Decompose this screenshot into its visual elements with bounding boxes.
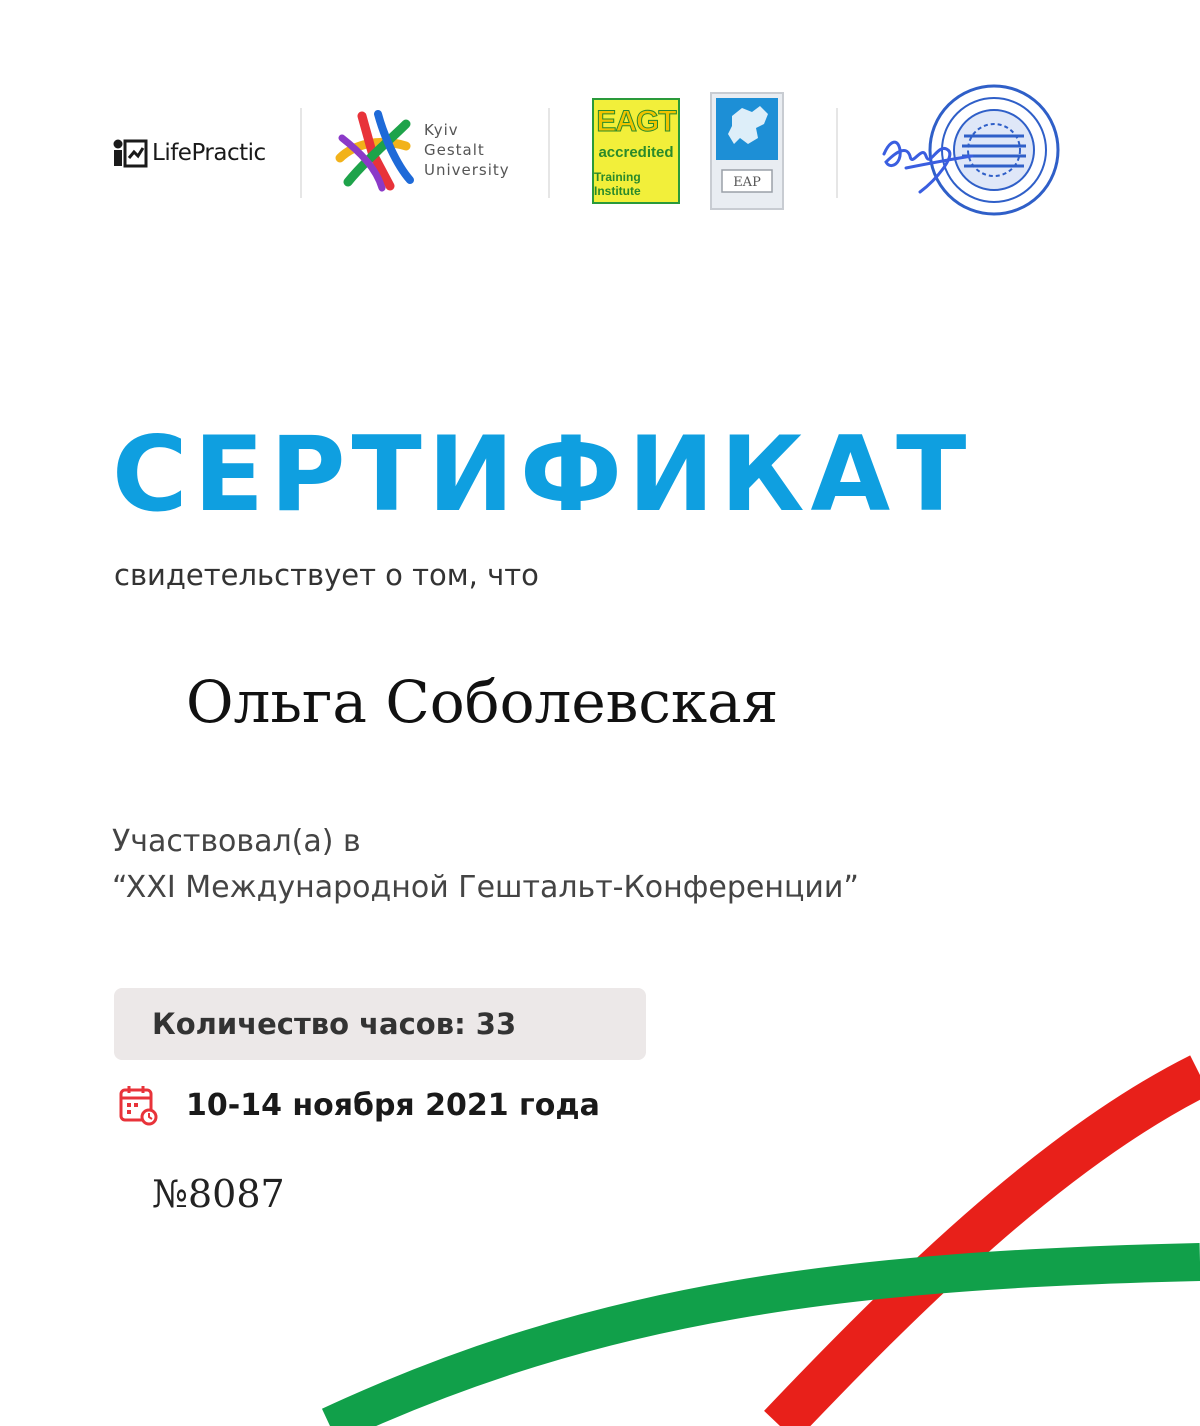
header-divider	[300, 108, 302, 198]
eagt-logo	[592, 98, 680, 204]
eagt-institute: Training Institute	[594, 170, 641, 198]
participation-line-2: “XXI Международной Гештальт-Конференции”	[112, 870, 859, 905]
eap-label: EAP	[733, 175, 761, 190]
red-ribbon	[780, 1075, 1200, 1426]
kgu-line1: Kyiv	[424, 121, 459, 139]
date-row	[118, 1084, 600, 1126]
header-divider	[836, 108, 838, 198]
lifepractic-logo-icon	[112, 138, 148, 168]
eap-europe-icon	[712, 94, 782, 208]
eagt-accredited: accredited	[598, 144, 674, 161]
kgu-line2: Gestalt	[424, 141, 485, 159]
hours-badge	[114, 988, 646, 1060]
kgu-logo-icon	[332, 108, 416, 192]
kgu-logo	[332, 108, 510, 192]
certificate-title: СЕРТИФИКАТ	[112, 415, 973, 535]
seal-and-signature	[876, 84, 1064, 224]
certificate-number: №8087	[152, 1172, 285, 1216]
kgu-line3: University	[424, 161, 510, 179]
lifepractic-name: LifePractic	[152, 140, 266, 166]
recipient-name: Ольга Соболевская	[186, 668, 779, 736]
lifepractic-logo	[112, 138, 266, 168]
header-divider	[548, 108, 550, 198]
eap-logo	[710, 92, 784, 210]
event-dates: 10-14 ноября 2021 года	[186, 1087, 600, 1123]
eagt-title: EAGT	[596, 105, 676, 138]
green-ribbon	[330, 1262, 1200, 1426]
hours-label: Количество часов: 33	[152, 1007, 517, 1041]
participation-line-1: Участвовал(а) в	[112, 824, 361, 859]
calendar-icon	[118, 1084, 158, 1126]
certificate-subtitle: свидетельствует о том, что	[114, 558, 539, 592]
